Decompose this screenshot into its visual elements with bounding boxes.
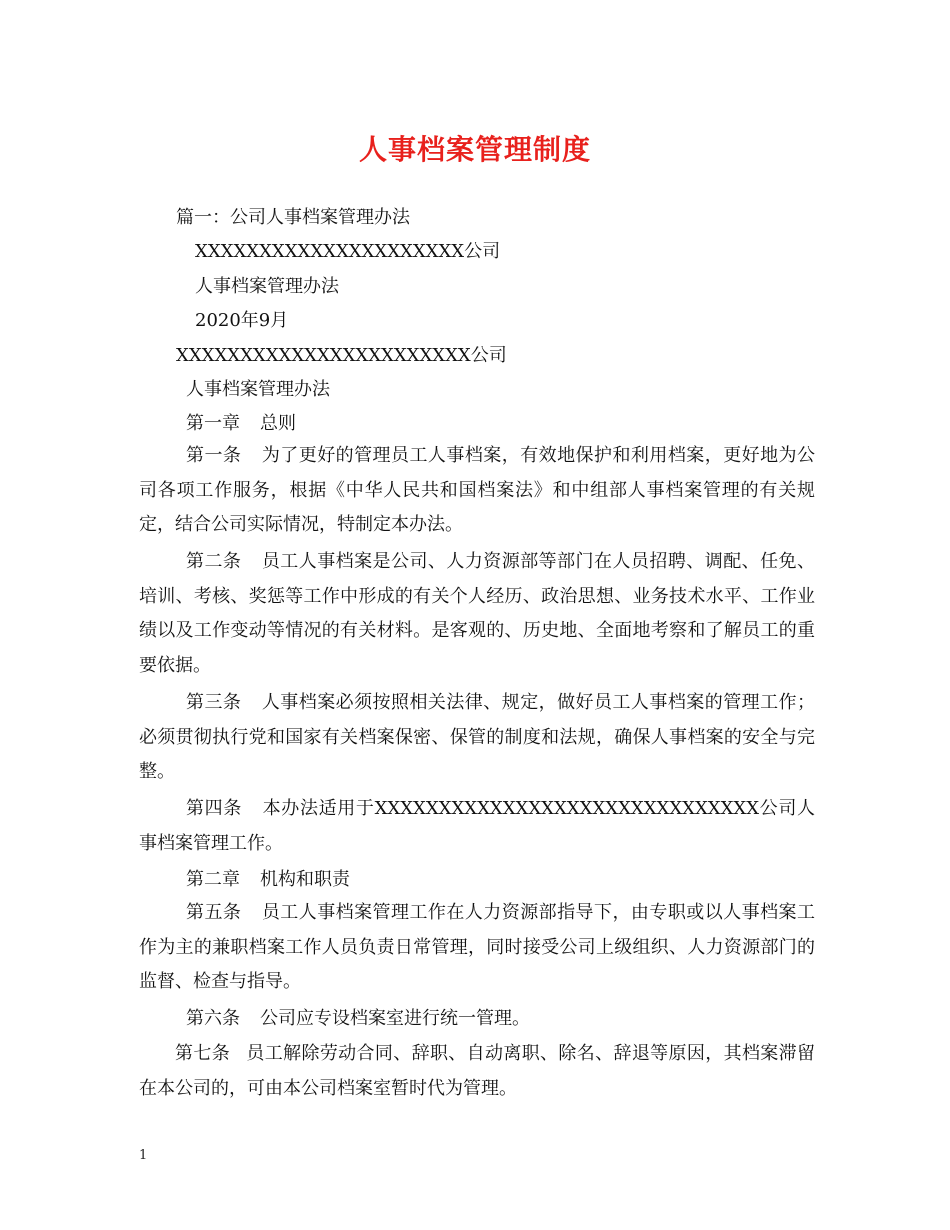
header-line-company: XXXXXXXXXXXXXXXXXXXXX公司 bbox=[195, 241, 501, 262]
article-text: 员工解除劳动合同、辞职、自动离职、除名、辞退等原因，其档案滞留在本公司的，可由本公司档案室暂时代为管理。 bbox=[139, 1043, 816, 1099]
chapter-name: 机构和职责 bbox=[260, 869, 350, 890]
article-text: 员工人事档案是公司、人力资源部等部门在人员招聘、调配、任免、培训、考核、奖惩等工作中形成的有关个人经历、政治思想、业务技术水平、工作业绩以及工作变动等情况的有关材料。是客观的、历史地、全面地考察和了解员工的重要依据。 bbox=[139, 551, 816, 676]
chapter-number: 第二章 bbox=[186, 869, 240, 890]
chapter-heading bbox=[186, 868, 350, 892]
article-paragraph bbox=[139, 545, 815, 683]
chapter-name: 总则 bbox=[260, 413, 296, 434]
article-paragraph bbox=[139, 1002, 815, 1037]
article-text: 为了更好的管理员工人事档案，有效地保护和利用档案，更好地为公司各项工作服务，根据《中华人民共和国档案法》和中组部人事档案管理的有关规定，结合公司实际情况，特制定本办法。 bbox=[139, 445, 816, 535]
article-paragraph bbox=[139, 686, 815, 790]
header-line-doc-name-2: 人事档案管理办法 bbox=[186, 379, 330, 400]
header-line-doc-name: 人事档案管理办法 bbox=[195, 276, 339, 297]
article-text: 公司应专设档案室进行统一管理。 bbox=[260, 1008, 530, 1029]
article-paragraph bbox=[139, 439, 815, 543]
article-number: 第一条 bbox=[186, 445, 242, 466]
article-paragraph bbox=[139, 1037, 815, 1106]
header-line-date: 2020年9月 bbox=[195, 310, 289, 331]
article-paragraph bbox=[139, 896, 815, 1000]
article-number: 第七条 bbox=[175, 1043, 231, 1064]
article-number: 第五条 bbox=[186, 902, 242, 923]
article-number: 第四条 bbox=[186, 798, 242, 819]
article-text: 本办法适用于XXXXXXXXXXXXXXXXXXXXXXXXXXXXXX公司人事档案管理工作。 bbox=[139, 798, 816, 854]
article-paragraph bbox=[139, 792, 815, 861]
header-line-company-2: XXXXXXXXXXXXXXXXXXXXXXX公司 bbox=[176, 345, 507, 366]
chapter-number: 第一章 bbox=[186, 413, 240, 434]
article-text: 人事档案必须按照相关法律、规定，做好员工人事档案的管理工作；必须贯彻执行党和国家有关档案保密、保管的制度和法规，确保人事档案的安全与完整。 bbox=[139, 692, 816, 782]
article-number: 第二条 bbox=[186, 551, 242, 572]
header-line-section: 篇一：公司人事档案管理办法 bbox=[176, 207, 410, 228]
document-title: 人事档案管理制度 bbox=[358, 133, 591, 166]
article-text: 员工人事档案管理工作在人力资源部指导下，由专职或以人事档案工作为主的兼职档案工作人员负责日常管理，同时接受公司上级组织、人力资源部门的监督、检查与指导。 bbox=[139, 902, 816, 992]
article-number: 第三条 bbox=[186, 692, 242, 713]
article-number: 第六条 bbox=[186, 1008, 240, 1029]
chapter-heading bbox=[186, 412, 296, 436]
page-number: 1 bbox=[139, 1148, 148, 1163]
